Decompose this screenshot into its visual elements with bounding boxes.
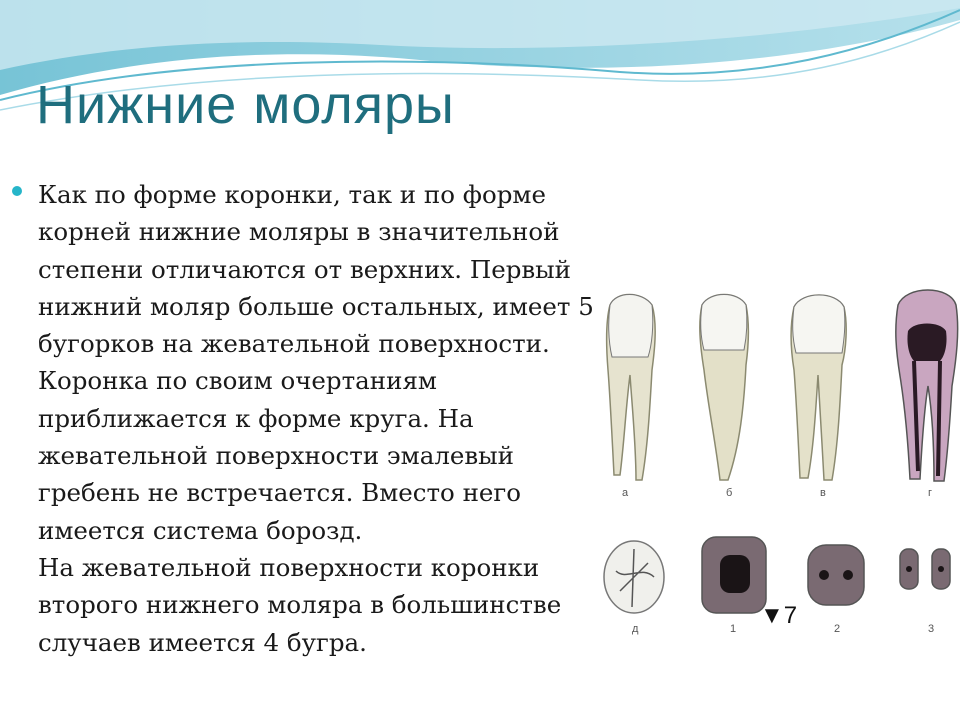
label-1: 1 bbox=[730, 623, 737, 635]
occlusal-view-d bbox=[604, 541, 664, 613]
molar-illustration bbox=[598, 283, 960, 653]
paragraph-2: На жевательной поверхности коронки второго нижнего моляра в большинстве случаев имеется 4 бугра. bbox=[38, 552, 562, 657]
paragraph-1: Как по форме коронки, так и по форме корней нижние моляры в значительной степени отличаются от верхних. Первый нижний моляр больше остальных, имеет 5 бугорков на жевательной поверхности. Коронка по своим очертаниям приближается к форме круга. На жевательной поверхности эмалевый гребень не встречается. Вместо него имеется система борозд. bbox=[38, 180, 594, 545]
tooth-a bbox=[607, 295, 655, 481]
tooth-v bbox=[791, 295, 846, 480]
label-d: д bbox=[632, 623, 639, 635]
label-v: в bbox=[820, 487, 826, 499]
cross-section-3 bbox=[900, 549, 950, 589]
label-2: 2 bbox=[834, 623, 841, 635]
label-g: г bbox=[928, 487, 933, 499]
label-3: 3 bbox=[928, 623, 935, 635]
cross-section-1 bbox=[702, 537, 766, 613]
tooth-b bbox=[700, 295, 748, 481]
figure-caption: ▼7 bbox=[760, 602, 798, 629]
label-b: б bbox=[726, 487, 733, 499]
cross-section-2 bbox=[808, 545, 864, 605]
label-a: а bbox=[622, 487, 629, 499]
molar-diagram bbox=[598, 283, 960, 653]
tooth-g bbox=[896, 290, 958, 481]
slide-title: Нижние моляры bbox=[36, 75, 455, 135]
body-text bbox=[18, 176, 608, 661]
